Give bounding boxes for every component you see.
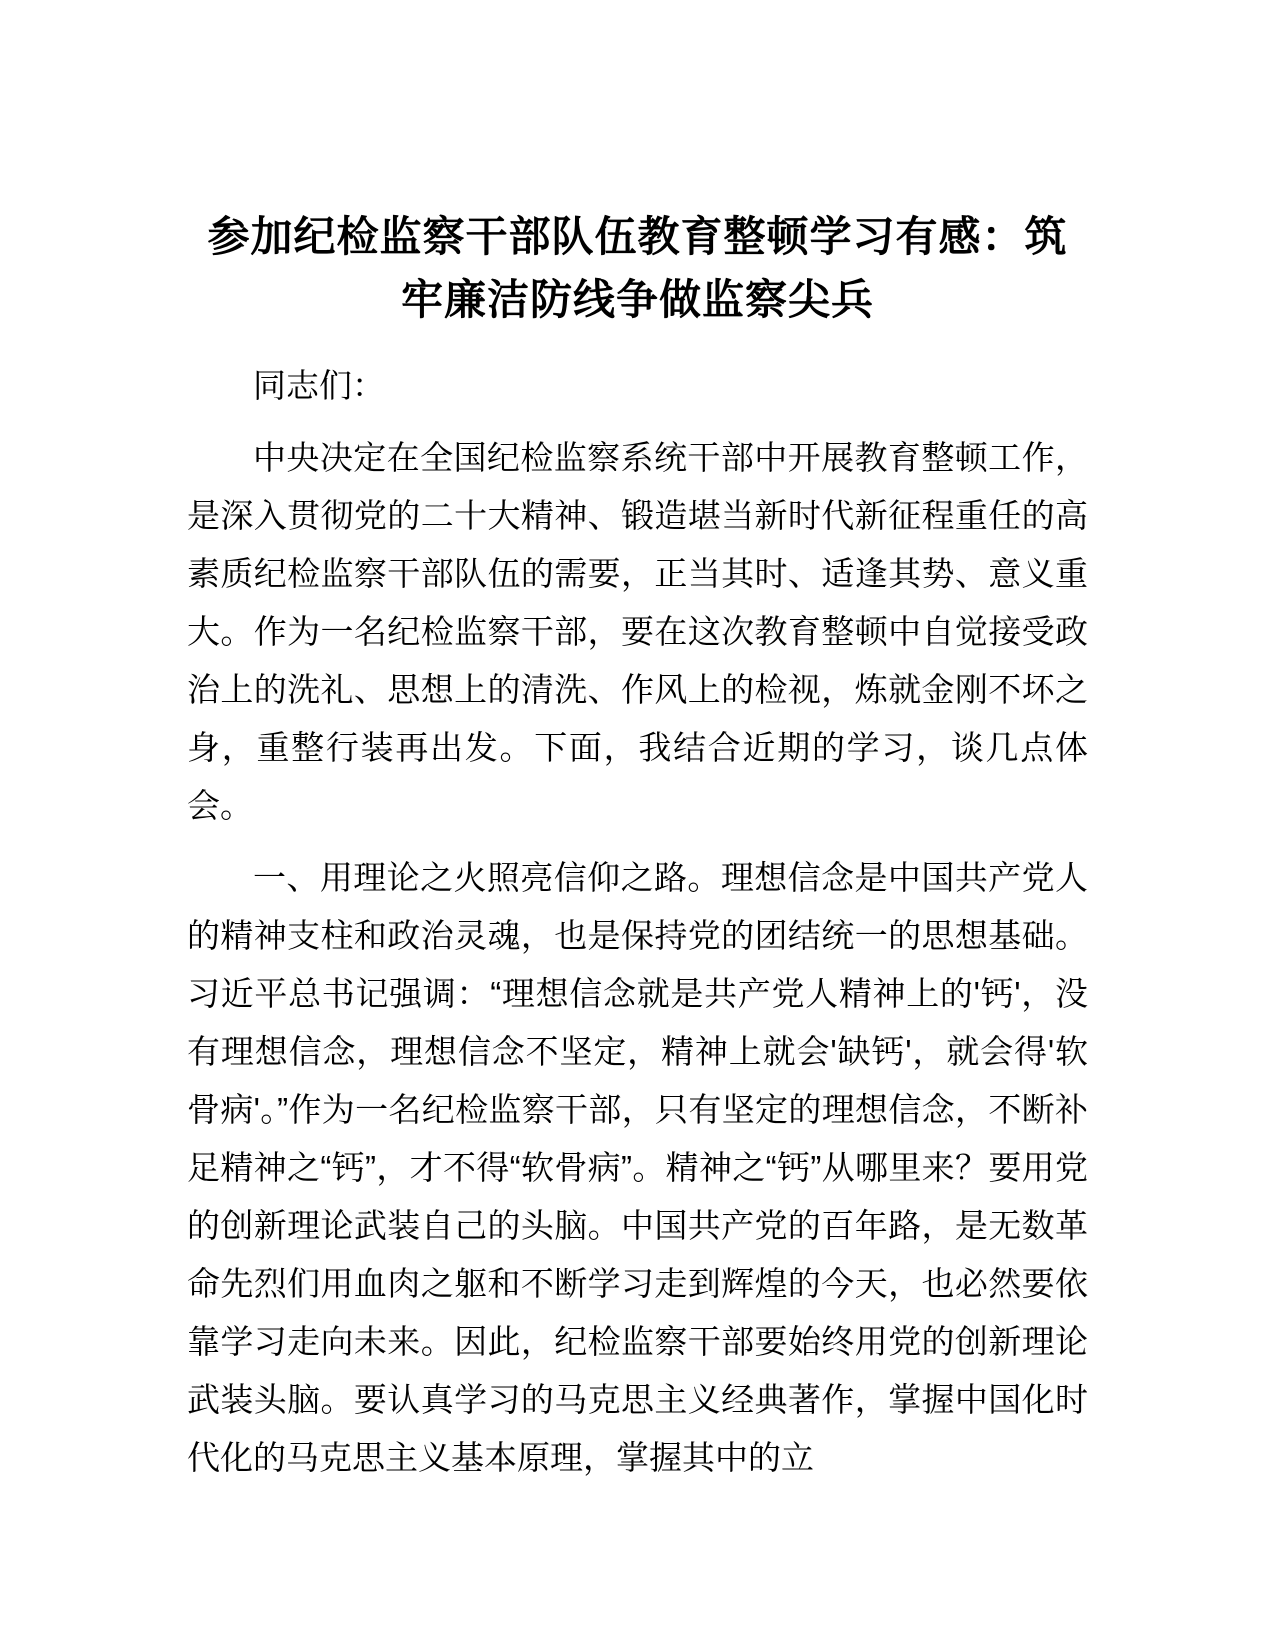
document-body [187,357,1088,1487]
document-title: 参加纪检监察干部队伍教育整顿学习有感：筑牢廉洁防线争做监察尖兵 [207,213,1068,323]
paragraph-introduction: 中央决定在全国纪检监察系统干部中开展教育整顿工作，是深入贯彻党的二十大精神、锻造堪当新时代新征程重任的高素质纪检监察干部队伍的需要，正当其时、适逢其势、意义重大。作为一名纪检监察干部，要在这次教育整顿中自觉接受政治上的洗礼、思想上的清洗、作风上的检视，炼就金刚不坏之身，重整行装再出发。下面，我结合近期的学习，谈几点体会。 [187,439,1088,824]
paragraph-section-one: 一、用理论之火照亮信仰之路。理想信念是中国共产党人的精神支柱和政治灵魂，也是保持党的团结统一的思想基础。习近平总书记强调：“理想信念就是共产党人精神上的'钙'，没有理想信念，理想信念不坚定，精神上就会'缺钙'，就会得'软骨病'。”作为一名纪检监察干部，只有坚定的理想信念，不断补足精神之“钙”，才不得“软骨病”。精神之“钙”从哪里来？要用党的创新理论武装自己的头脑。中国共产党的百年路，是无数革命先烈们用血肉之躯和不断学习走到辉煌的今天，也必然要依靠学习走向未来。因此，纪检监察干部要始终用党的创新理论武装头脑。要认真学习的马克思主义经典著作，掌握中国化时代化的马克思主义基本原理，掌握其中的立 [187,859,1088,1476]
salutation-line: 同志们： [253,367,385,404]
